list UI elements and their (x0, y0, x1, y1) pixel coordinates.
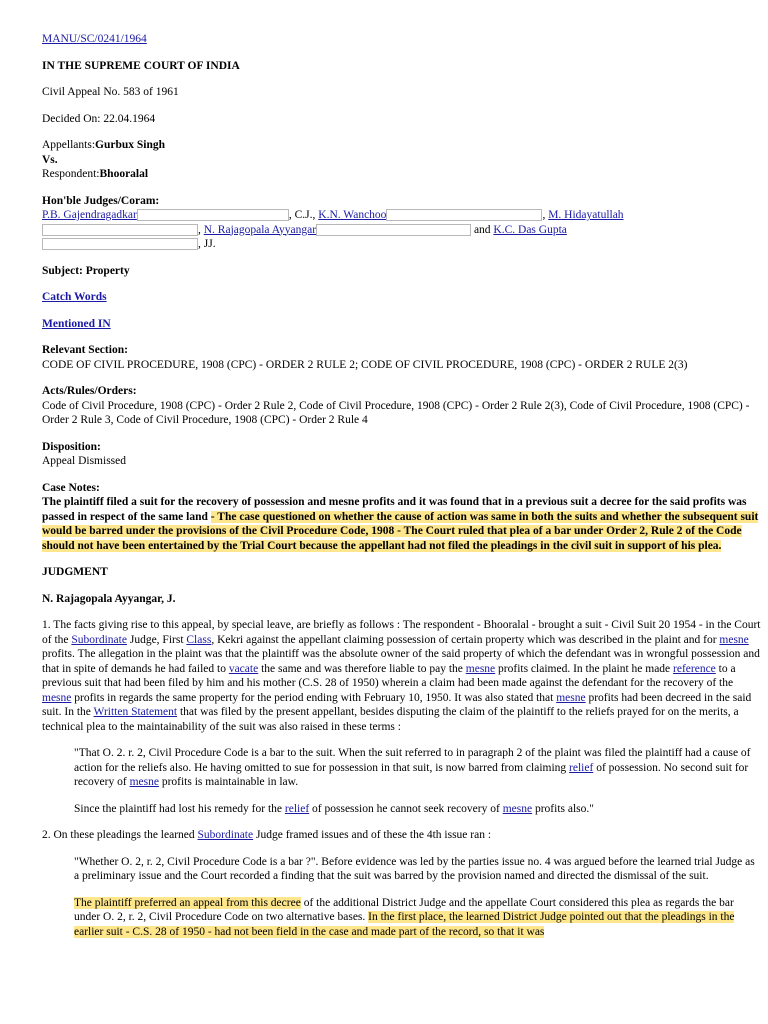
term-link[interactable]: mesne (465, 662, 496, 675)
citation-header (42, 32, 762, 47)
judgment-heading: JUDGMENT (42, 566, 108, 578)
term-link[interactable]: mesne (502, 802, 533, 815)
acts-text: Code of Civil Procedure, 1908 (CPC) - Order 2 Rule 2, Code of Civil Procedure, 1908 (CPC) - Order 2 Rule 2(3), Code of Civil Procedure, 1908 (CPC) - Order 2 Rule 3, Code of Civil Procedure, 1908 (CPC) - Order 2 Rule 4 (42, 399, 750, 426)
judge-link-wanchoo[interactable]: K.N. Wanchoo (318, 209, 387, 221)
paragraph-2 (42, 828, 762, 843)
text: profits claimed. In the plaint he made (495, 662, 674, 675)
comma: , (198, 223, 201, 236)
catch-words-row (42, 290, 762, 305)
court-name: IN THE SUPREME COURT OF INDIA (42, 59, 240, 72)
term-link[interactable]: mesne (129, 776, 159, 788)
respondent-label: Respondent: (42, 168, 100, 180)
term-link[interactable]: mesne (42, 691, 72, 704)
judge-link-das-gupta[interactable]: K.C. Das Gupta (493, 223, 567, 236)
and-text: and (473, 223, 491, 236)
text: 1. The facts giving rise to this appeal, by special leave, are briefly as follows : The respondent - Bhooralal - brought a suit - Civil Suit 20 1954 - in the Court of the (42, 619, 761, 646)
text: to a previous suit that had been filed by him and his mother (C.S. 28 of 1950) wherein a claim had been made against the defendant for the recovery of the (42, 662, 736, 689)
relevant-section (42, 343, 762, 372)
catch-words-link[interactable]: Catch Words (42, 291, 107, 303)
term-link[interactable]: mesne (719, 633, 749, 646)
text: of possession. No second suit for recovery of (74, 761, 749, 788)
quote-3: "Whether O. 2, r. 2, Civil Procedure Code is a bar ?". Before evidence was led by the parties issue no. 4 was argued before the learned trial Judge as a preliminary issue and the Court recorded a finding that the suit was barred by the provision named and directed the dismissal of the suit. (74, 855, 755, 882)
acts-rules-orders (42, 384, 762, 428)
relevant-section-heading: Relevant Section: (42, 344, 128, 356)
judges-heading: Hon'ble Judges/Coram: (42, 194, 160, 207)
text: profits had been decreed in the said suit. In the (42, 691, 752, 718)
term-link[interactable]: vacate (228, 662, 259, 675)
text: 2. On these pleadings the learned (42, 829, 198, 841)
text: , Kekri against the appellant claiming possession of certain property which was described in the plaint and for (211, 633, 720, 646)
text: that was filed by the present appellant, besides disputing the claim of the plaintiff to the reliefs prayed for on the merits, a technical plea to the maintainability of the suit was also raised in these terms : (42, 706, 739, 733)
acts-heading: Acts/Rules/Orders: (42, 385, 137, 397)
quote-1 (74, 746, 762, 790)
term-link[interactable]: Class (186, 633, 212, 646)
jj-suffix: , JJ. (198, 238, 216, 250)
cj-suffix: , C.J., (288, 209, 316, 221)
mentioned-in-row (42, 317, 762, 332)
case-notes-highlight: - The case questioned on whether the cause of action was same in both the suits and whether the subsequent suit would be barred under the provisions of the Civil Procedure Code, 1908 - The Court ruled that plea of a bar under Order 2, Rule 2 of the Code should not have been entertained by the Trial Court because the appellant had not filed the pleadings in the civil suit in support of his plea. (42, 510, 759, 552)
judge-input-box[interactable] (42, 238, 198, 250)
text: Judge framed issues and of these the 4th issue ran : (253, 829, 492, 841)
term-link[interactable]: Written Statement (93, 706, 178, 718)
relevant-section-text: CODE OF CIVIL PROCEDURE, 1908 (CPC) - ORDER 2 RULE 2; CODE OF CIVIL PROCEDURE, 1908 (CPC) - ORDER 2 RULE 2(3) (42, 358, 688, 371)
term-link[interactable]: relief (284, 802, 310, 815)
respondent-name: Bhooralal (99, 168, 149, 180)
term-link[interactable]: reference (673, 662, 716, 675)
term-link[interactable]: Subordinate (197, 829, 254, 841)
appellant-name: Gurbux Singh (95, 139, 166, 151)
judgment-author: N. Rajagopala Ayyangar, J. (42, 592, 176, 605)
text: profits in regards the same property for the period ending with February 10, 1950. It was also stated that (71, 691, 557, 704)
text: profits. The allegation in the plaint was that the plaintiff was the absolute owner of the said property of which the defendant was in wrongful possession and that in spite of demands he had failed to (42, 648, 760, 675)
case-notes-heading: Case Notes: (42, 481, 100, 494)
disposition (42, 440, 762, 469)
judge-input-box[interactable] (386, 209, 542, 221)
quote-4 (74, 896, 762, 940)
text: Judge, First (126, 633, 187, 646)
text: the same and was therefore liable to pay the (258, 662, 466, 675)
decided-date: 22.04.1964 (103, 112, 156, 125)
decided-on (42, 112, 762, 127)
versus: Vs. (42, 153, 58, 166)
parties (42, 138, 762, 182)
text: profits also." (532, 802, 594, 815)
judge-link-hidayatullah[interactable]: M. Hidayatullah (548, 209, 624, 221)
decided-label: Decided On: (42, 112, 101, 125)
judge-input-box[interactable] (42, 224, 198, 236)
mentioned-in-link[interactable]: Mentioned IN (42, 317, 111, 330)
case-notes (42, 481, 762, 554)
term-link[interactable]: mesne (556, 691, 586, 704)
appeal-number: Civil Appeal No. 583 of 1961 (42, 86, 179, 98)
highlight: In the first place, the learned District Judge pointed out that the pleadings in the earlier suit - C.S. 28 of 1950 - had not been field in the case and made part of the record, so that it was (74, 911, 735, 938)
disposition-text: Appeal Dismissed (42, 455, 127, 467)
text: Since the plaintiff had lost his remedy for the (74, 802, 285, 815)
judge-input-box[interactable] (316, 224, 471, 236)
citation-link[interactable]: MANU/SC/0241/1964 (42, 33, 147, 45)
judge-link-gajendragadkar[interactable]: P.B. Gajendragadkar (42, 209, 137, 221)
term-link[interactable]: Subordinate (71, 633, 127, 646)
highlight: The plaintiff preferred an appeal from this decree (74, 896, 301, 909)
disposition-heading: Disposition: (42, 440, 101, 453)
term-link[interactable]: relief (569, 761, 594, 774)
text: of possession he cannot seek recovery of (309, 802, 503, 815)
case-notes-text: The plaintiff filed a suit for the recovery of possession and mesne profits and it was found that in a previous suit a decree for the said profits was passed in respect of the same land (42, 496, 747, 523)
quote-2 (74, 802, 762, 817)
text: of the additional District Judge and the appellate Court considered this plea as regards the bar under O. 2, r. 2, Civil Procedure Code on two alternative bases. (74, 896, 734, 923)
comma: , (542, 209, 546, 221)
judges-coram (42, 194, 762, 252)
text: "That O. 2. r. 2, Civil Procedure Code is a bar to the suit. When the suit referred to in paragraph 2 of the plaint was filed the plaintiff had a cause of action for the reliefs also. He having omitted to sue for possession in that suit, is now barred from claiming (74, 747, 751, 774)
paragraph-1 (42, 618, 762, 734)
judge-input-box[interactable] (137, 209, 289, 221)
text: profits is maintainable in law. (158, 776, 299, 788)
appellants-label: Appellants: (42, 139, 96, 151)
subject: Subject: Property (42, 264, 130, 277)
judge-link-ayyangar[interactable]: N. Rajagopala Ayyangar (203, 223, 317, 236)
